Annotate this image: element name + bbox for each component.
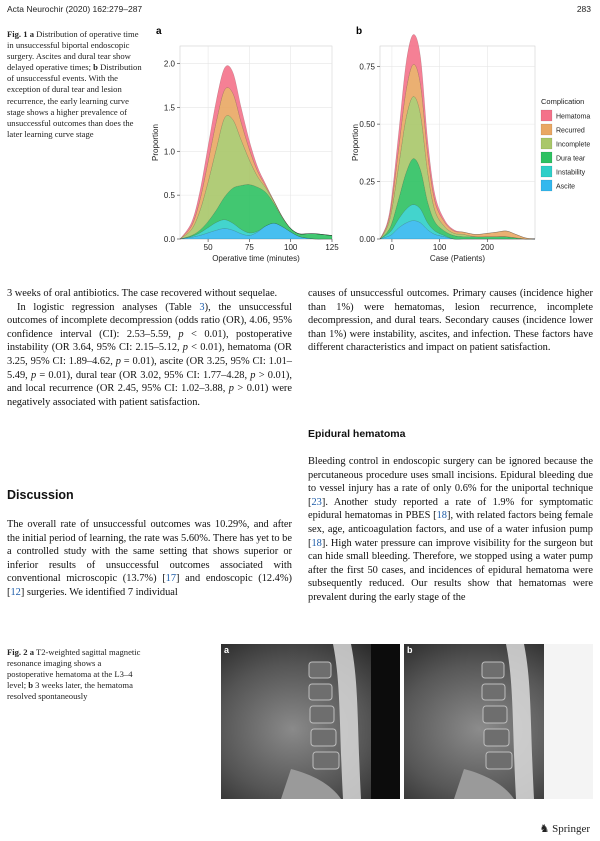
mri-image-a (221, 644, 400, 799)
fig2-label: Fig. 2 (7, 647, 28, 657)
fig1-label: Fig. 1 (7, 29, 28, 39)
y-tick-label: 0.25 (359, 177, 375, 187)
fig1-charts (150, 24, 596, 268)
legend-swatch (541, 110, 552, 121)
y-axis-label: Proportion (151, 124, 160, 161)
legend-label: Hematoma (556, 113, 591, 121)
discussion-text (7, 518, 292, 600)
right-column-text (308, 287, 593, 355)
legend-swatch (541, 166, 552, 177)
legend-swatch (541, 180, 552, 191)
page-number: 283 (576, 4, 591, 14)
fig2-caption: Fig. 2 a T2-weighted sagittal magnetic resonance imaging shows a postoperative hematoma at the L3–4 level; b 3 weeks later, the hematoma resolved spontaneously (7, 647, 141, 702)
left-column-text (7, 287, 292, 409)
legend-label: Dura tear (556, 155, 586, 163)
fig1-caption: Fig. 1 a Distribution of operative time in unsuccessful biportal endoscopic surgery. Ascites and dural tear show delayed operative times; b Distribution of unsuccessful events. With the exception of dural tear and lesion recurrence, the early learning curve stage shows a higher prevalence of unsuccessful outcomes than does the later learning curve stage (7, 29, 142, 139)
x-axis-label: Operative time (minutes) (212, 254, 300, 263)
y-tick-label: 0.50 (359, 120, 375, 130)
mri-drawing-a (221, 644, 400, 799)
panel-label-a: a (224, 645, 230, 655)
paragraph-epidural: Bleeding control in endoscopic surgery can be ignored because the percutaneous procedure uses small incisions. Epidural bleeding due to vessel injury has a rate of only 0.6% for the uniportal technique [23]. Another study reported a rate of 1.9% for symptomatic epidural hematomas in PBES [18], with related factors being female sex, age, anticoagulation factors, and use of a water infusion pump [18]. High water pressure can improve visibility for the surgeon but can hide small bleeding. Therefore, we stopped using a water pump after the first 50 cases, and incidences of epidural hematoma were subsequently reduced. Our results show that hematomas were prevalent during the early stage of the (308, 456, 593, 603)
y-tick-label: 1.5 (163, 103, 175, 113)
chart-panel-b (351, 26, 535, 263)
journal-header: Acta Neurochir (2020) 162:279–287 (7, 4, 143, 14)
x-tick-label: 75 (244, 243, 254, 252)
legend-label: Recurred (556, 127, 585, 135)
chart-panel-a (151, 26, 339, 263)
x-tick-label: 125 (325, 243, 339, 252)
paragraph-causes: causes of unsuccessful outcomes. Primary causes (incidence higher than 1%) were hematomas, lesion recurrence, incomplete decompression, and dural tears. Secondary causes (incidence lower than 1%) were instability, ascites, and infection. These factors have different characteristics and impact on patient satisfaction. (308, 288, 593, 354)
legend-swatch (541, 138, 552, 149)
legend-swatch (541, 124, 552, 135)
y-tick-label: 0.00 (359, 235, 375, 244)
x-axis-label: Case (Patients) (429, 254, 486, 263)
y-tick-label: 0.5 (163, 191, 175, 201)
y-tick-label: 2.0 (163, 59, 175, 69)
panel-letter: a (156, 26, 162, 37)
mri-drawing-b (404, 644, 593, 799)
y-tick-label: 0.75 (359, 62, 375, 72)
publisher-logo (539, 822, 590, 835)
legend-swatch (541, 152, 552, 163)
x-tick-label: 100 (432, 243, 447, 252)
chart-legend (541, 97, 590, 191)
legend-label: Ascite (556, 183, 576, 191)
panel-letter: b (356, 26, 363, 37)
legend-label: Instability (556, 169, 586, 177)
paragraph-discussion: The overall rate of unsuccessful outcomes was 10.29%, and after the initial period of learning, the rate was 5.60%. There has yet to be a controlled study with the same setting that shows superior or inferior results of unsuccessful outcomes associated with conventional microscopic (13.7%) [17] and endoscopic (12.4%) [12] surgeries. We identified 7 individual (7, 519, 292, 598)
discussion-heading: Discussion (7, 488, 74, 502)
panel-label-b: b (407, 645, 413, 655)
springer-horse-icon: ♞ (539, 823, 550, 835)
y-axis-label: Proportion (351, 124, 360, 161)
y-tick-label: 1.0 (163, 147, 175, 157)
epidural-hematoma-heading: Epidural hematoma (308, 428, 406, 440)
x-tick-label: 50 (203, 243, 213, 252)
mri-image-b (404, 644, 593, 799)
x-tick-label: 200 (480, 243, 494, 252)
x-tick-label: 0 (389, 243, 395, 252)
epidural-text (308, 455, 593, 605)
legend-title: Complication (541, 97, 585, 106)
paragraph-regression: In logistic regression analyses (Table 3), the unsuccessful outcomes of incomplete decompression (odds ratio (OR), 4.06, 95% confidence interval (CI): 2.53–5.59, p < 0.01), postoperative instability (OR 3.64, 95% CI: 2.15–5.12, p < 0.01), hematoma (OR 3.25, 95% CI: 1.89–4.62, p = 0.01), ascite (OR 3.25, 95% CI: 1.01–5.49, p = 0.01), dural tear (OR 3.02, 95% CI: 1.77–4.28, p > 0.01), and local recurrence (OR 2.45, 95% CI: 1.02–3.88, p > 0.01) were negatively associated with patient satisfaction. (7, 301, 293, 408)
legend-label: Incomplete (556, 141, 591, 149)
paragraph: 3 weeks of oral antibiotics. The case recovered without sequelae. (7, 288, 278, 299)
x-tick-label: 100 (284, 243, 298, 252)
y-tick-label: 0.0 (163, 235, 175, 244)
publisher-name: Springer (552, 823, 590, 835)
